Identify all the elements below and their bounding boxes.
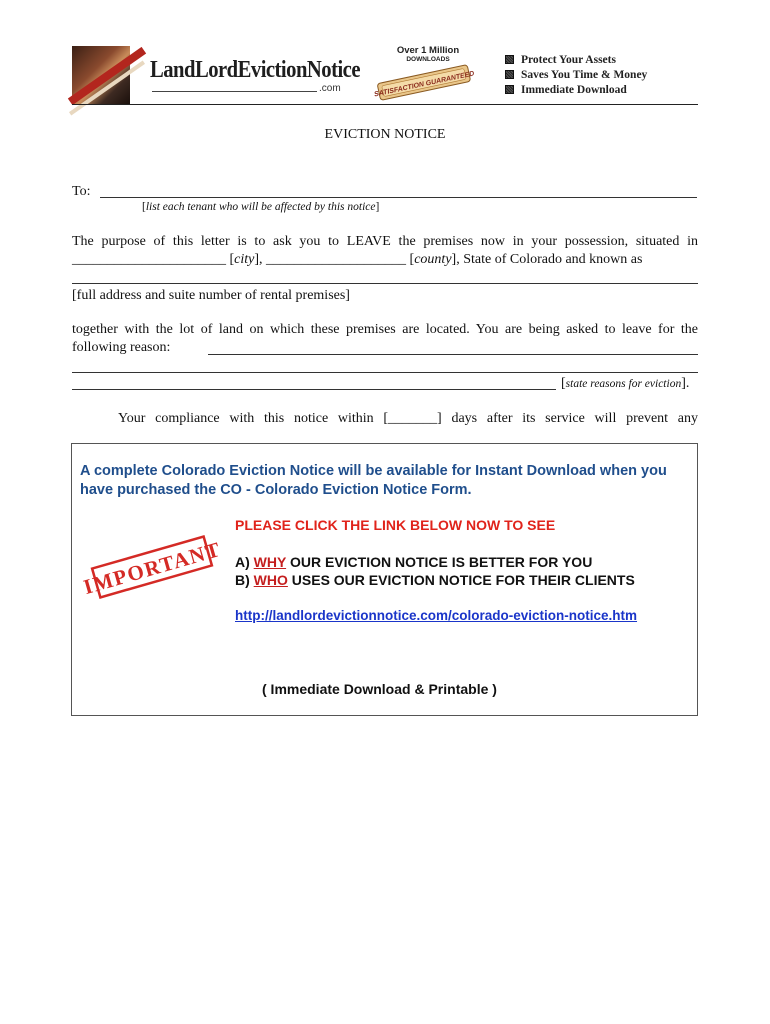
- downloads-badge: [392, 46, 464, 64]
- county-hint: county: [414, 252, 452, 267]
- reason-blank-line-1[interactable]: [208, 354, 698, 355]
- bullet-label: Protect Your Assets: [521, 53, 616, 66]
- purpose-line2: ______________________ [city], ____________________ [county], State of Colorado and known as: [72, 252, 643, 267]
- promo-heading: A complete Colorado Eviction Notice will be available for Instant Download when you have purchased the CO - Colorado Eviction Notice Form.: [80, 463, 667, 498]
- document-title: EVICTION NOTICE: [324, 127, 446, 142]
- bullet-square-icon: [505, 70, 514, 79]
- who-link[interactable]: WHO: [253, 572, 288, 588]
- bullet-square-icon: [505, 55, 514, 64]
- reason-label: following reason:: [72, 340, 171, 355]
- reason-blank-line-2[interactable]: [72, 372, 698, 373]
- address-blank-line[interactable]: [72, 283, 698, 284]
- badge-line2: DOWNLOADS: [406, 56, 450, 63]
- seal-text: SATISFACTION GUARANTEED: [373, 70, 476, 99]
- immediate-download-text: ( Immediate Download & Printable ): [262, 681, 497, 697]
- stamp-text: IMPORTANT: [80, 536, 224, 600]
- land-line1: together with the lot of land on which these premises are located. You are being asked to leave for the: [72, 322, 698, 337]
- to-hint: [list each tenant who will be affected by this notice]: [142, 201, 380, 213]
- compliance-line: Your compliance with this notice within [_______] days after its service will prevent any: [118, 411, 698, 426]
- please-click-text: PLEASE CLICK THE LINK BELOW NOW TO SEE: [235, 517, 556, 533]
- logo-title: LandLordEvictionNotice: [150, 57, 360, 83]
- product-link[interactable]: http://landlordevictionnotice.com/colorado-eviction-notice.htm: [235, 608, 638, 623]
- city-hint: city: [234, 252, 255, 267]
- header-rule: [72, 104, 698, 105]
- why-line: A) WHY OUR EVICTION NOTICE IS BETTER FOR YOU: [235, 554, 593, 570]
- purpose-line1: The purpose of this letter is to ask you to LEAVE the premises now in your possession, situated in: [72, 234, 698, 249]
- bullet-item: [505, 82, 647, 97]
- logo-domain: .com: [319, 83, 341, 94]
- bullet-item: [505, 52, 647, 67]
- logo-image: [72, 46, 130, 104]
- bullet-item: [505, 67, 647, 82]
- who-line: B) WHO USES OUR EVICTION NOTICE FOR THEIR CLIENTS: [235, 572, 635, 588]
- bullet-square-icon: [505, 85, 514, 94]
- to-blank-line[interactable]: [100, 197, 697, 198]
- to-label: To:: [72, 184, 91, 199]
- logo-underline: [152, 91, 317, 92]
- bullet-label: Immediate Download: [521, 83, 627, 96]
- important-stamp: [80, 536, 224, 600]
- feature-bullets: [505, 52, 647, 97]
- badge-line1: Over 1 Million: [396, 45, 460, 56]
- why-link[interactable]: WHY: [253, 554, 287, 570]
- reason-blank-line-3[interactable]: [72, 389, 556, 390]
- bullet-label: Saves You Time & Money: [521, 68, 648, 81]
- satisfaction-guaranteed-seal: [372, 66, 476, 100]
- reason-hint: [state reasons for eviction].: [561, 376, 690, 391]
- address-label: [full address and suite number of rental premises]: [72, 288, 350, 303]
